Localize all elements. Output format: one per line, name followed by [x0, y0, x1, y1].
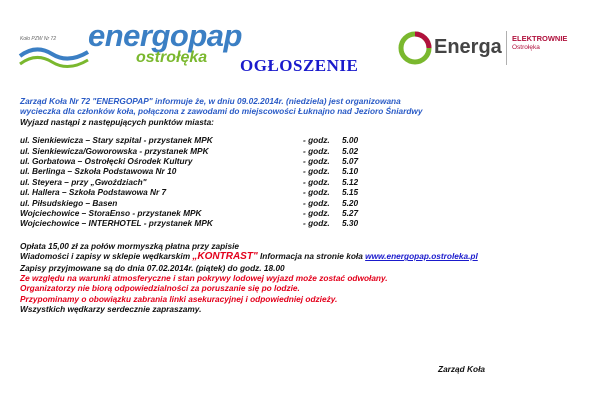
announcement-body: [20, 96, 590, 315]
website-link[interactable]: www.energopap.ostroleka.pl: [365, 251, 478, 262]
schedule-row: [20, 198, 590, 208]
stop-name: ul. Sienkiewicza/Goworowska - przystanek MPK: [20, 145, 209, 156]
departure-time: 5.10: [342, 166, 359, 177]
departure-time: 5.02: [342, 145, 359, 156]
water-waves-icon: [18, 42, 90, 72]
stop-name: ul. Sienkiewicza – Stary szpital - przystanek MPK: [20, 135, 213, 146]
godz-label: - godz.: [303, 197, 330, 208]
godz-label: - godz.: [303, 135, 330, 146]
departure-time: 5.12: [342, 176, 359, 187]
schedule-row: [20, 146, 590, 156]
logo-divider: [506, 31, 507, 65]
stop-name: ul. Gorbatowa – Ostrołęcki Ośrodek Kultury: [20, 156, 193, 166]
warning-line-2: Organizatorzy nie biorą odpowiedzialności za poruszanie się po lodzie.: [20, 283, 300, 294]
spacer: [20, 127, 590, 135]
schedule-row: [20, 187, 590, 197]
godz-label: - godz.: [303, 176, 330, 187]
stop-name: Wojciechowice – StoraEnso - przystanek MPK: [20, 207, 202, 218]
stop-name: ul. Berlinga – Szkoła Podstawowa Nr 10: [20, 166, 177, 177]
energa-wordmark: Energa: [434, 36, 502, 58]
departure-time: 5.27: [342, 207, 359, 218]
club-small-text: Koło PZW Nr 72: [20, 36, 57, 42]
signature: Zarząd Koła: [438, 364, 486, 374]
energa-logo: [398, 27, 578, 73]
intro-text-b: informuje że, w dniu 09.02.2014r. (niedziela) jest organizowana: [152, 96, 401, 106]
warning-line-3: Przypominamy o obowiązku zabrania linki asekuracyjnej i odpowiedniej odzieży.: [20, 293, 338, 304]
energa-mark-icon: [398, 31, 432, 65]
invite-line: Wszystkich wędkarzy serdecznie zapraszamy.: [20, 304, 202, 315]
info-text-b: Informacja na stronie koła: [257, 251, 366, 262]
godz-label: - godz.: [303, 145, 330, 156]
schedule-row: [20, 135, 590, 145]
schedule-row: [20, 208, 590, 218]
departure-time: 5.00: [342, 135, 359, 146]
stop-name: ul. Piłsudskiego – Basen: [20, 197, 118, 208]
departure-time: 5.15: [342, 187, 359, 198]
departure-time: 5.30: [342, 218, 359, 229]
schedule-row: [20, 177, 590, 187]
logo-line2: Ostrołęka: [512, 44, 540, 51]
logo-word-ostroleka: ostrołęka: [136, 49, 208, 66]
fee-line: Opłata 15,00 zł za połów mormyszką płatna przy zapisie: [20, 240, 240, 251]
godz-label: - godz.: [303, 218, 330, 229]
schedule-row: [20, 166, 590, 176]
info-text-a: Wiadomości i zapisy w sklepie wędkarskim: [20, 251, 193, 262]
info-line: [20, 251, 590, 262]
warning-line-1: Ze względu na warunki atmosferyczne i stan pokrywy lodowej wyjazd może zostać odwołany.: [20, 272, 388, 283]
stop-name: Wojciechowice – INTERHOTEL - przystanek MPK: [20, 218, 213, 229]
intro-line-2: wycieczka dla członków koła, połączona z zawodami do miejscowości Łuknajno nad Jeziorо Śniardwy: [20, 106, 423, 117]
intro-text-a: Zarząd Koła Nr 72: [20, 96, 93, 106]
godz-label: - godz.: [303, 187, 330, 198]
stop-name: ul. Steyera – przy „Gwoździach": [20, 176, 147, 187]
shop-name: „KONTRAST": [192, 251, 258, 263]
schedule-row: [20, 156, 590, 166]
club-name: "ENERGOPAP": [92, 96, 153, 106]
logo-word-energopap: energopap: [88, 18, 242, 53]
departure-time: 5.07: [342, 156, 359, 166]
spacer: [20, 229, 590, 241]
schedule-row: [20, 218, 590, 228]
intro-line-3: Wyjazd nastąpi z następujących punktów miasta:: [20, 116, 214, 127]
deadline-line: Zapisy przyjmowane są do dnia 07.02.2014r. (piątek) do godz. 18.00: [20, 262, 285, 273]
godz-label: - godz.: [303, 156, 330, 166]
stop-name: ul. Hallera – Szkoła Podstawowa Nr 7: [20, 187, 167, 198]
page-title: OGŁOSZENIE: [240, 56, 359, 75]
intro-line-1: [20, 96, 590, 106]
godz-label: - godz.: [303, 207, 330, 218]
godz-label: - godz.: [303, 166, 330, 177]
logo-line1: ELEKTROWNIE: [512, 34, 568, 43]
energopap-logo: [18, 18, 242, 74]
schedule-list: [20, 135, 590, 229]
departure-time: 5.20: [342, 197, 359, 208]
